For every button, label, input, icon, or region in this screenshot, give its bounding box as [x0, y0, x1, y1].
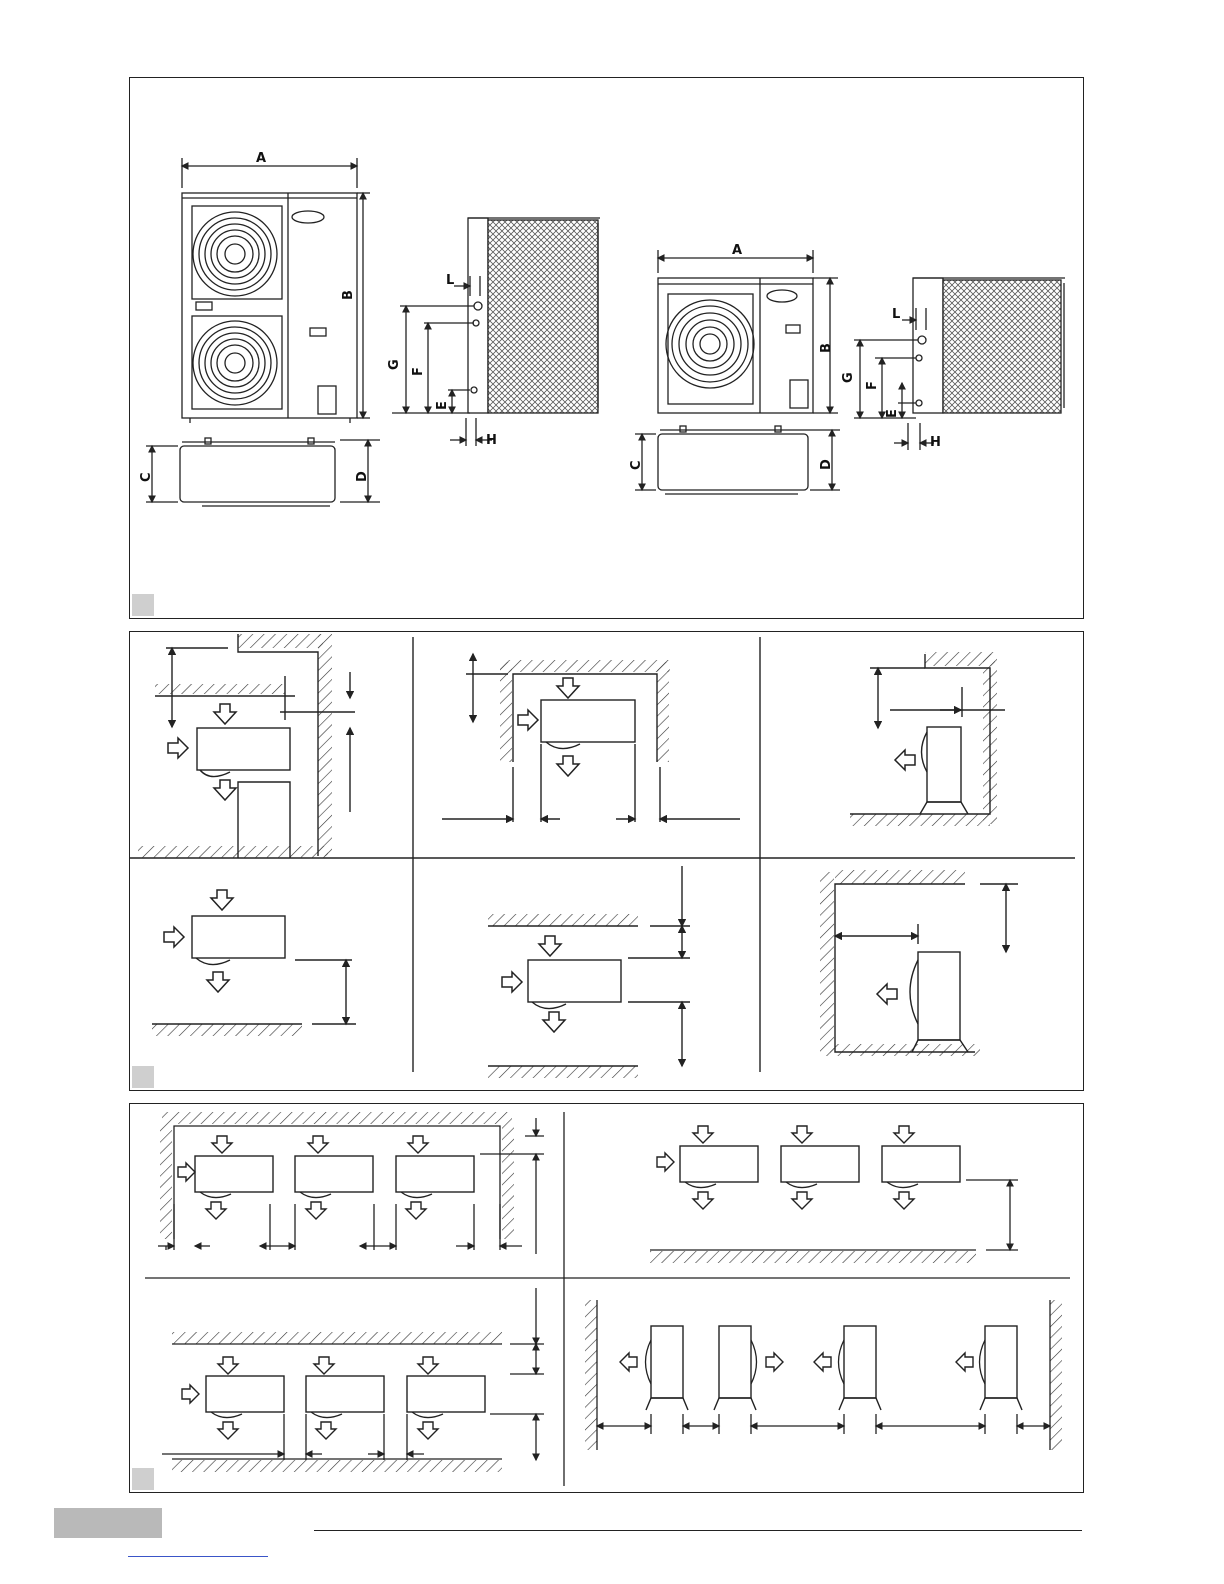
dim-label-a: A	[256, 151, 267, 166]
fan-icon	[193, 212, 277, 296]
dim-label-d: D	[355, 471, 370, 482]
dim-label-g: G	[387, 359, 402, 370]
unit2-front-view	[658, 250, 838, 413]
dim-label-l: L	[892, 307, 901, 322]
unit2-top-view	[635, 426, 840, 494]
dim-label-f: F	[865, 381, 880, 390]
side2-view	[854, 278, 1065, 450]
dim-label-c: C	[629, 460, 644, 470]
dim-label-b: B	[341, 290, 356, 300]
dim-label-h: H	[930, 435, 941, 450]
page-number-tab	[54, 1508, 162, 1538]
footer-link-underline[interactable]	[128, 1556, 268, 1557]
dimensions-panel	[129, 77, 1084, 619]
brand-logo-icon	[767, 290, 797, 302]
multi-unit-drawing	[130, 1104, 1085, 1494]
footer-divider	[314, 1530, 1082, 1531]
wall-hatch-icon	[138, 634, 332, 858]
clearance-drawing	[130, 632, 1085, 1092]
fan-icon	[193, 321, 277, 405]
dim-label-c: C	[139, 472, 154, 482]
dim-label-g: G	[841, 372, 856, 383]
unit1-top-view	[146, 438, 380, 506]
dim-label-f: F	[411, 367, 426, 376]
dimensions-drawing	[130, 78, 1085, 620]
dim-label-a: A	[732, 243, 743, 258]
dim-label-l: L	[446, 273, 455, 288]
wall-hatch-icon	[820, 870, 980, 1056]
wall-hatch-icon	[500, 660, 670, 762]
dim-label-h: H	[486, 433, 497, 448]
clearance-panel	[129, 631, 1084, 1091]
dim-label-b: B	[819, 343, 834, 353]
dim-label-d: D	[819, 459, 834, 470]
fan-icon	[666, 300, 754, 388]
multi-unit-panel	[129, 1103, 1084, 1493]
dim-label-e: E	[435, 401, 450, 410]
dim-label-e: E	[885, 409, 900, 418]
brand-logo-icon	[292, 211, 324, 223]
side1-view	[392, 218, 600, 446]
